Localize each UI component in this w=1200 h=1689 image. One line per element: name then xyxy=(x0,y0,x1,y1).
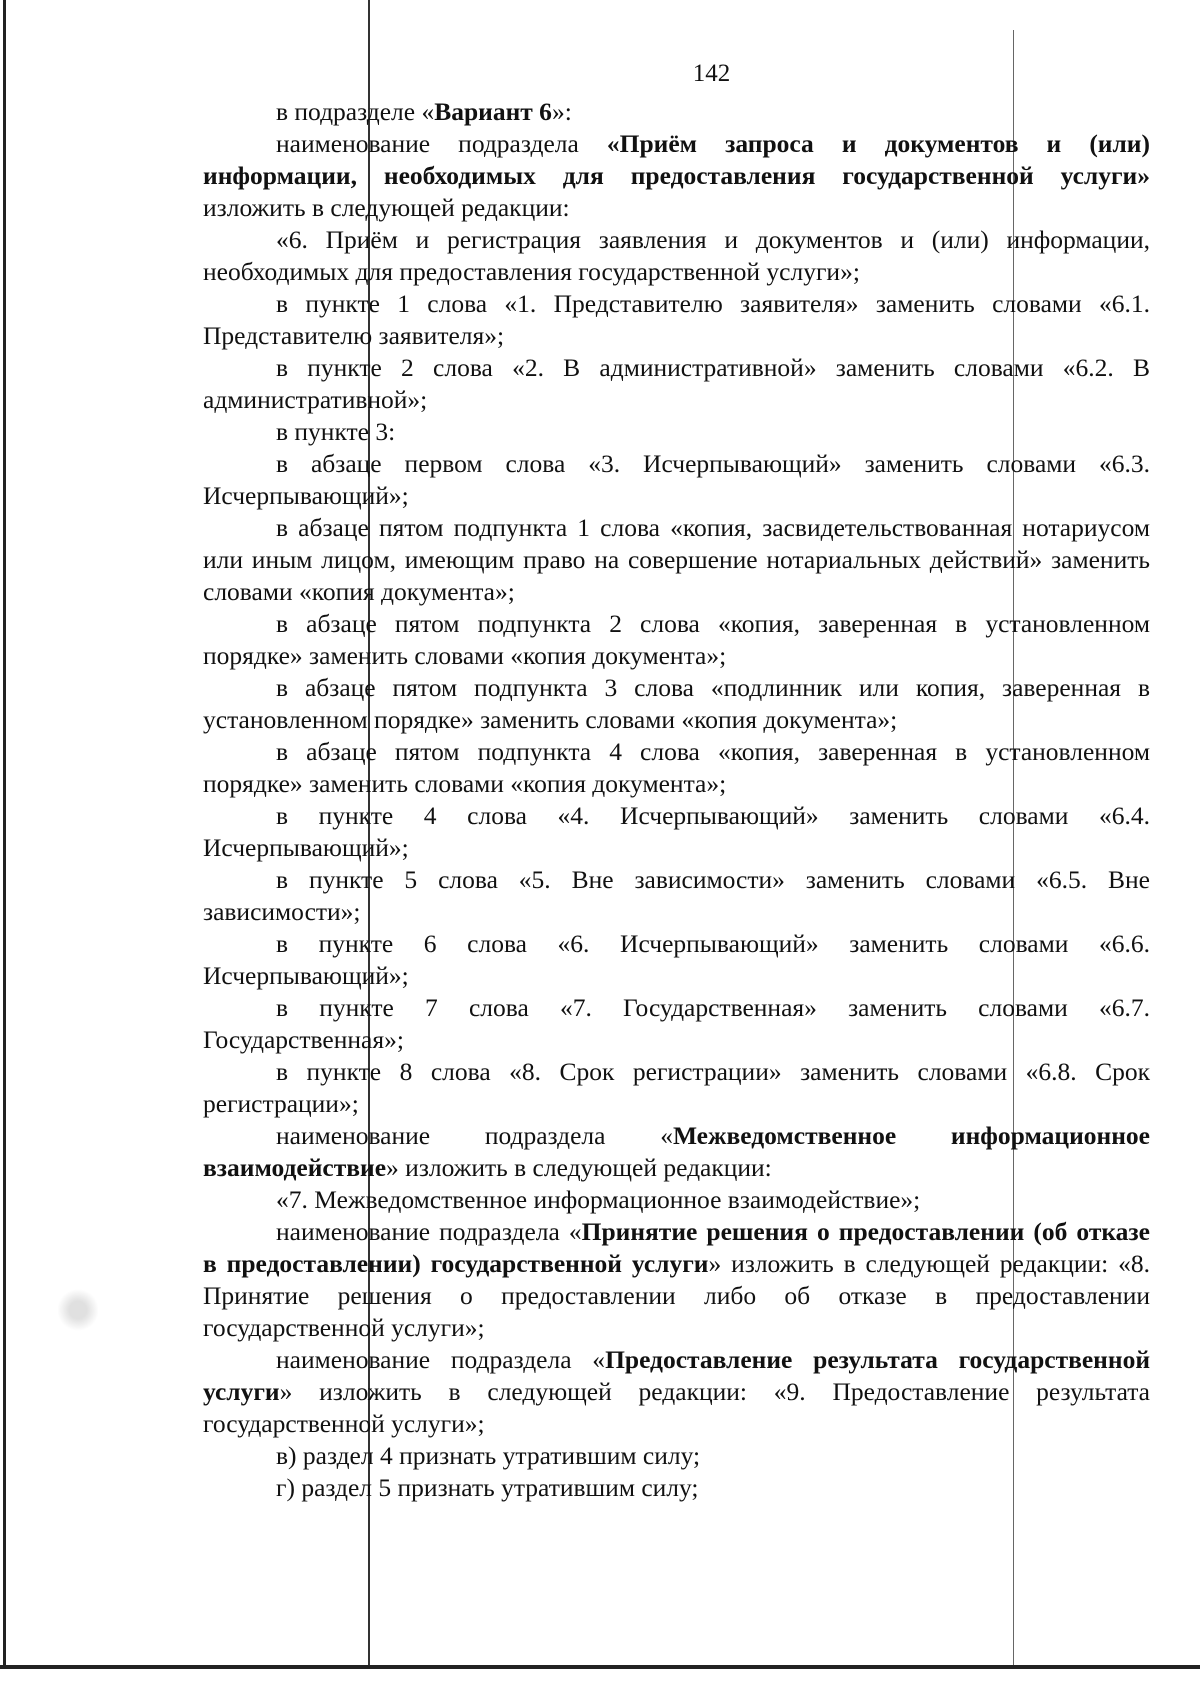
paragraph xyxy=(203,128,1150,224)
text-run: в пункте 7 слова «7. Государственная» заменить словами «6.7. Государственная»; xyxy=(203,993,1150,1054)
scan-edge-line-left xyxy=(3,0,6,1668)
page-number: 142 xyxy=(692,60,731,87)
paragraph xyxy=(203,96,1150,128)
text-run: в пункте 1 слова «1. Представителю заявителя» заменить словами «6.1. Представителю заявителя»; xyxy=(203,289,1150,350)
text-run: в абзаце первом слова «3. Исчерпывающий» заменить словами «6.3. Исчерпывающий»; xyxy=(203,449,1150,510)
paragraph xyxy=(203,512,1150,608)
paragraph xyxy=(203,1120,1150,1184)
text-run: в абзаце пятом подпункта 2 слова «копия, заверенная в установленном порядке» заменить словами «копия документа»; xyxy=(203,609,1150,670)
text-run: в пункте 2 слова «2. В административной» заменить словами «6.2. В административной»; xyxy=(203,353,1150,414)
bold-text-run: Предоставление результата государственной услуги xyxy=(203,1345,1151,1406)
text-run: в пункте 3: xyxy=(276,417,396,446)
paragraph xyxy=(203,928,1150,992)
text-run: в пункте 5 слова «5. Вне зависимости» заменить словами «6.5. Вне зависимости»; xyxy=(203,865,1150,926)
text-run: в) раздел 4 признать утратившим силу; xyxy=(276,1441,701,1470)
document-page xyxy=(203,58,1150,1504)
text-run: наименование подраздела « xyxy=(276,1217,582,1246)
text-run: в пункте 4 слова «4. Исчерпывающий» заменить словами «6.4. Исчерпывающий»; xyxy=(203,801,1150,862)
text-run: в абзаце пятом подпункта 4 слова «копия, заверенная в установленном порядке» заменить словами «копия документа»; xyxy=(203,737,1150,798)
text-run: » изложить в следующей редакции: «8. Принятие решения о предоставлении либо об отказе в предоставлении государственной услуги»; xyxy=(203,1249,1150,1342)
text-run: «7. Межведомственное информационное взаимодействие»; xyxy=(276,1185,921,1214)
text-run: » изложить в следующей редакции: «9. Предоставление результата государственной услуги»; xyxy=(203,1377,1150,1438)
paragraph xyxy=(203,736,1150,800)
paragraph xyxy=(203,1344,1150,1440)
text-run: наименование подраздела « xyxy=(276,1345,606,1374)
text-run: «6. Приём и регистрация заявления и документов и (или) информации, необходимых для предоставления государственной услуги»; xyxy=(203,225,1150,286)
scan-edge-line-bottom xyxy=(0,1665,1200,1669)
text-run: г) раздел 5 признать утратившим силу; xyxy=(276,1473,699,1502)
paragraph xyxy=(203,1184,1150,1216)
paragraph xyxy=(203,1440,1150,1472)
paragraph xyxy=(203,1056,1150,1120)
paragraph xyxy=(203,1216,1150,1344)
paragraph xyxy=(203,352,1150,416)
text-run: в подразделе « xyxy=(276,97,435,126)
bold-text-run: Принятие решения о предоставлении (об отказе в предоставлении) государственной услуги xyxy=(203,1217,1150,1278)
text-run: в пункте 6 слова «6. Исчерпывающий» заменить словами «6.6. Исчерпывающий»; xyxy=(203,929,1150,990)
paragraph xyxy=(203,416,1150,448)
paragraph xyxy=(203,992,1150,1056)
text-run: в абзаце пятом подпункта 1 слова «копия, засвидетельствованная нотариусом или иным лицом, имеющим право на совершение нотариальных действий» заменить словами «копия документа»; xyxy=(203,513,1150,606)
paragraph xyxy=(203,608,1150,672)
paragraph xyxy=(203,224,1150,288)
text-run: изложить в следующей редакции: xyxy=(203,193,570,222)
text-run: наименование подраздела « xyxy=(276,1121,673,1150)
paragraph xyxy=(203,448,1150,512)
scan-noise-smudge xyxy=(58,1288,98,1332)
text-run: »: xyxy=(551,97,572,126)
document-body xyxy=(203,96,1150,1504)
paragraph xyxy=(203,800,1150,864)
bold-text-run: «Приём запроса и документов и (или) информации, необходимых для предоставления государственной услуги» xyxy=(203,129,1150,190)
paragraph xyxy=(203,288,1150,352)
text-run: » изложить в следующей редакции: xyxy=(386,1153,772,1182)
text-run: наименование подраздела xyxy=(276,129,607,158)
text-run: в пункте 8 слова «8. Срок регистрации» заменить словами «6.8. Срок регистрации»; xyxy=(203,1057,1150,1118)
paragraph xyxy=(203,864,1150,928)
paragraph xyxy=(203,1472,1150,1504)
bold-text-run: Межведомственное информационное взаимодействие xyxy=(203,1121,1150,1182)
text-run: в абзаце пятом подпункта 3 слова «подлинник или копия, заверенная в установленном порядке» заменить словами «копия документа»; xyxy=(203,673,1150,734)
bold-text-run: Вариант 6 xyxy=(434,97,552,126)
paragraph xyxy=(203,672,1150,736)
